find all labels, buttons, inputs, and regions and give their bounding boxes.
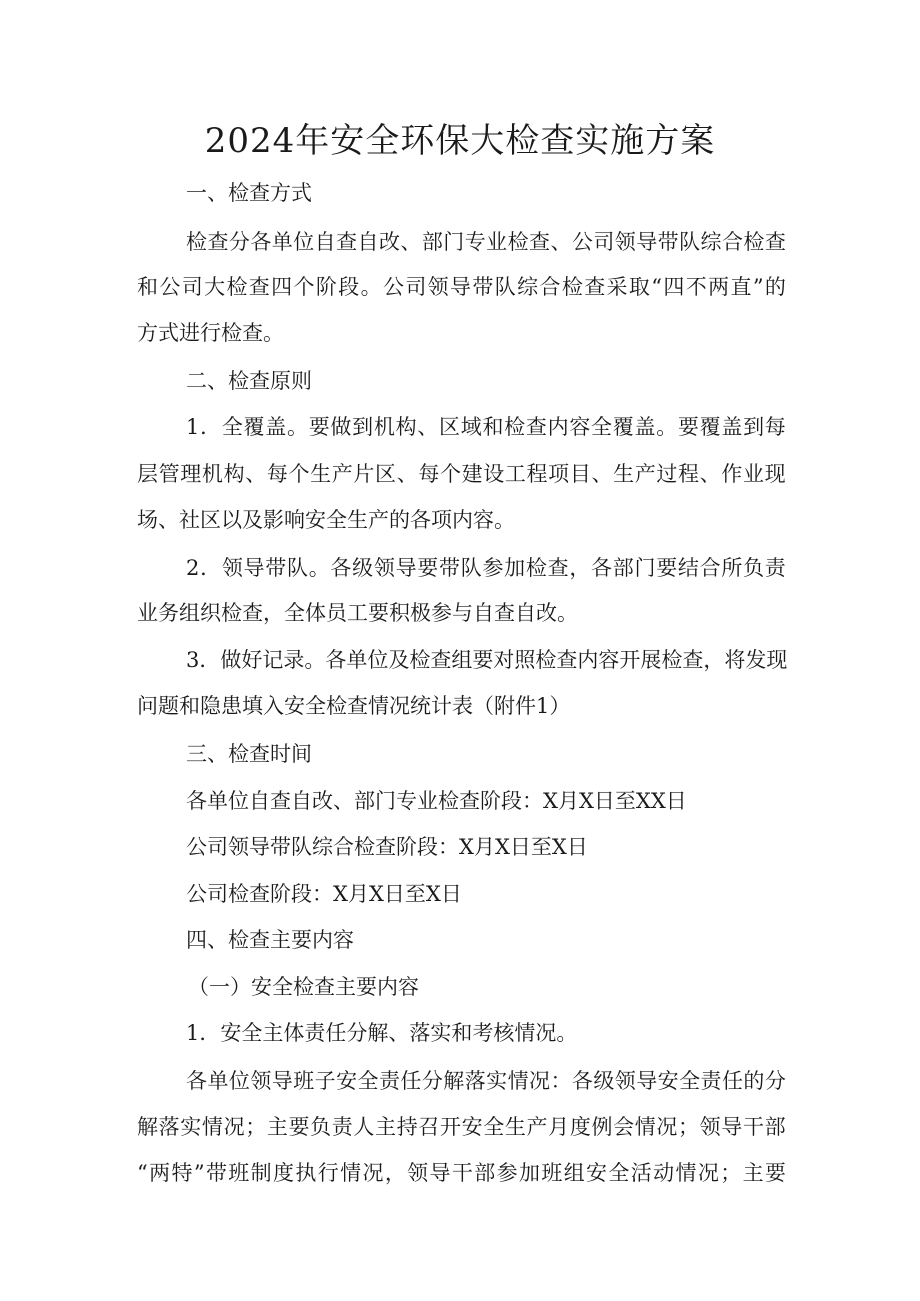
paragraph-line: 解 落 实 情 况 ； 主 要 负 责 人 主 持 召 开 安 全 生 产 月 度 例 会 情 况 ； 领 导 干 部 <box>137 1115 786 1139</box>
schedule-line: 公司检查阶段：X月X日至X日 <box>186 882 462 906</box>
section-heading-1: 一、检查方式 <box>186 181 312 205</box>
paragraph-line: 2 ． 领 导 带 队 。 各 级 领 导 要 带 队 参 加 检 查 ， 各 部 门 要 结 合 所 负 责 <box>186 556 786 580</box>
paragraph-line: 层 管 理 机 构 、 每 个 生 产 片 区 、 每 个 建 设 工 程 项 目 、 生 产 过 程 、 作 业 现 <box>137 462 786 486</box>
paragraph-line: 业务组织检查，全体员工要积极参与自查自改。 <box>137 601 578 625</box>
paragraph-line: 1 ． 全 覆 盖 。 要 做 到 机 构 、 区 域 和 检 查 内 容 全 覆 盖 。 要 覆 盖 到 每 <box>186 415 786 439</box>
paragraph-line: 检 查 分 各 单 位 自 查 自 改 、 部 门 专 业 检 查 、 公 司 领 导 带 队 综 合 检 查 <box>186 230 786 254</box>
schedule-line: 各单位自查自改、部门专业检查阶段：X月X日至XX日 <box>186 789 687 813</box>
item-heading: 1．安全主体责任分解、落实和考核情况。 <box>186 1021 578 1045</box>
subsection-heading: （一）安全检查主要内容 <box>188 975 419 999</box>
section-heading-4: 四、检查主要内容 <box>186 928 354 952</box>
document-title: 2024年安全环保大检查实施方案 <box>204 121 716 161</box>
schedule-line: 公司领导带队综合检查阶段：X月X日至X日 <box>186 835 588 859</box>
paragraph-line: 和 公 司 大 检 查 四 个 阶 段 。 公 司 领 导 带 队 综 合 检 查 采 取 “ 四 不 两 直 ” 的 <box>137 275 786 299</box>
section-heading-3: 三、检查时间 <box>186 742 312 766</box>
paragraph-line: 3 ． 做 好 记 录 。 各 单 位 及 检 查 组 要 对 照 检 查 内 容 开 展 检 查 ， 将 发 现 <box>186 648 788 672</box>
paragraph-line: 问题和隐患填入安全检查情况统计表（附件1） <box>137 694 571 718</box>
paragraph-line: “ 两 特 ” 带 班 制 度 执 行 情 况 ， 领 导 干 部 参 加 班 组 安 全 活 动 情 况 ； 主 要 <box>137 1161 786 1185</box>
section-heading-2: 二、检查原则 <box>186 369 312 393</box>
paragraph-line: 场、社区以及影响安全生产的各项内容。 <box>137 508 515 532</box>
paragraph-line: 方式进行检查。 <box>137 321 284 345</box>
paragraph-line: 各 单 位 领 导 班 子 安 全 责 任 分 解 落 实 情 况 ： 各 级 领 导 安 全 责 任 的 分 <box>186 1069 786 1093</box>
